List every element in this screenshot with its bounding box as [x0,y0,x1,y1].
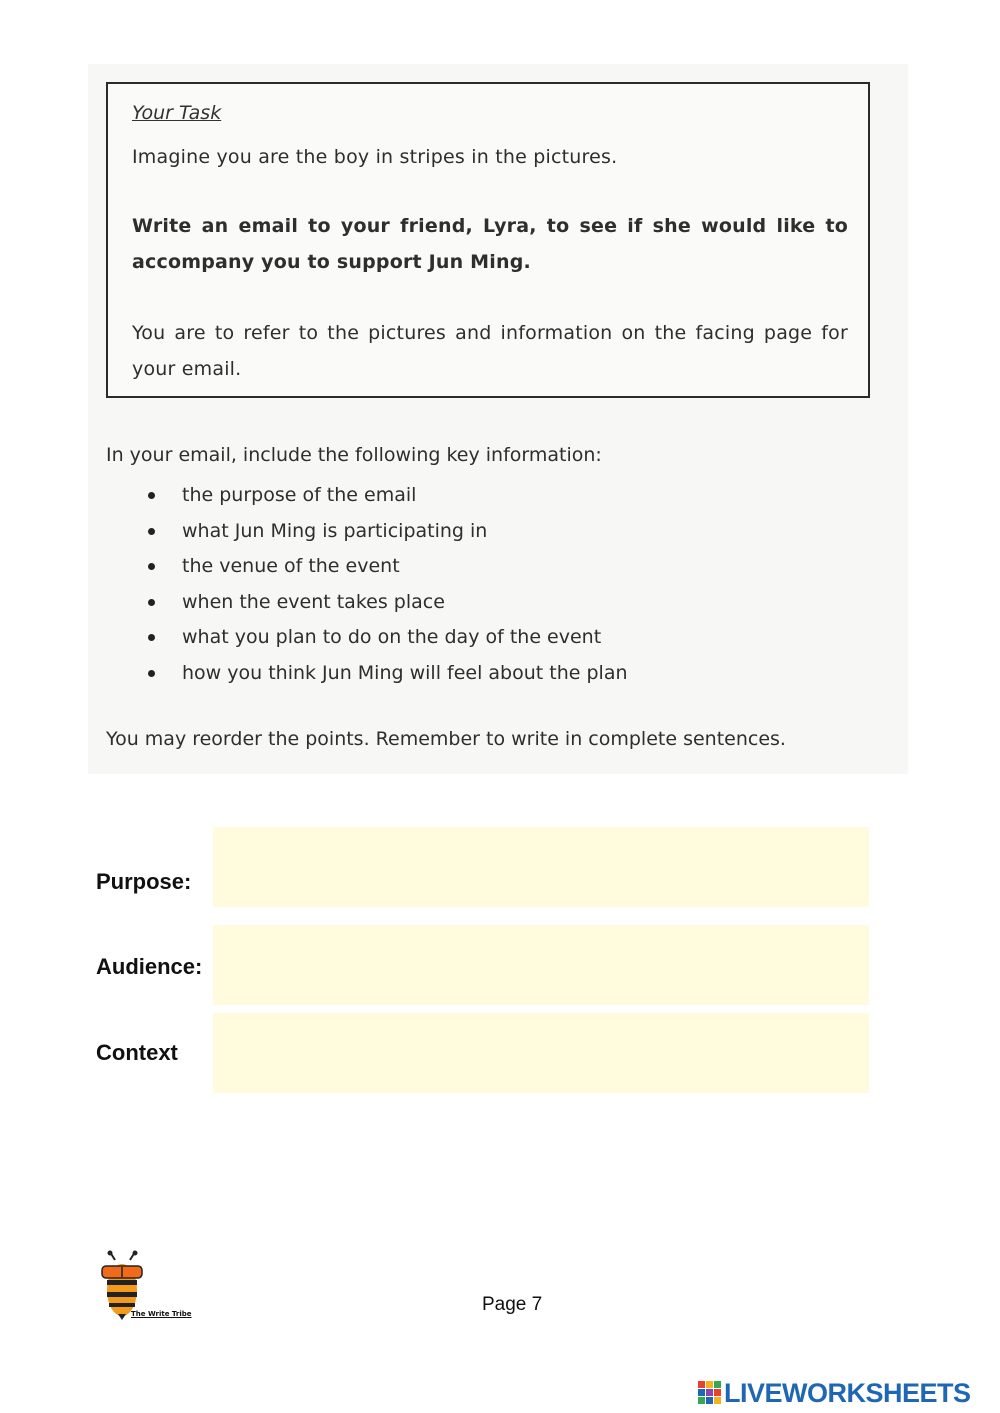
context-input[interactable] [213,1013,869,1093]
task-title: Your Task [132,102,222,124]
list-item: how you think Jun Ming will feel about the plan [140,656,628,692]
list-item: the purpose of the email [140,478,628,514]
write-tribe-logo [100,1250,210,1326]
page-number: Page 7 [482,1294,543,1315]
liveworksheets-text: LIVEWORKSHEETS [724,1377,971,1408]
list-item: what you plan to do on the day of the event [140,620,628,656]
list-item: when the event takes place [140,585,628,621]
reorder-note: You may reorder the points. Remember to write in complete sentences. [106,728,786,750]
list-item: the venue of the event [140,549,628,585]
audience-input[interactable] [213,925,869,1005]
task-imagine-text: Imagine you are the boy in stripes in the pictures. [132,146,618,168]
key-info-list [140,478,628,691]
audience-label: Audience: [96,954,203,979]
key-info-intro: In your email, include the following key information: [106,444,602,466]
logo-text: The Write Tribe [131,1310,192,1318]
context-label: Context [96,1040,178,1065]
liveworksheets-logo-icon [698,1381,722,1405]
purpose-input[interactable] [213,827,869,907]
task-instruction-text: Write an email to your friend, Lyra, to see if she would like to accompany you to support Jun Ming. [132,215,848,273]
list-item: what Jun Ming is participating in [140,514,628,550]
purpose-label: Purpose: [96,869,192,894]
liveworksheets-brand[interactable] [698,1378,971,1408]
task-reference-text: You are to refer to the pictures and information on the facing page for your email. [132,322,848,380]
task-box [106,82,870,398]
